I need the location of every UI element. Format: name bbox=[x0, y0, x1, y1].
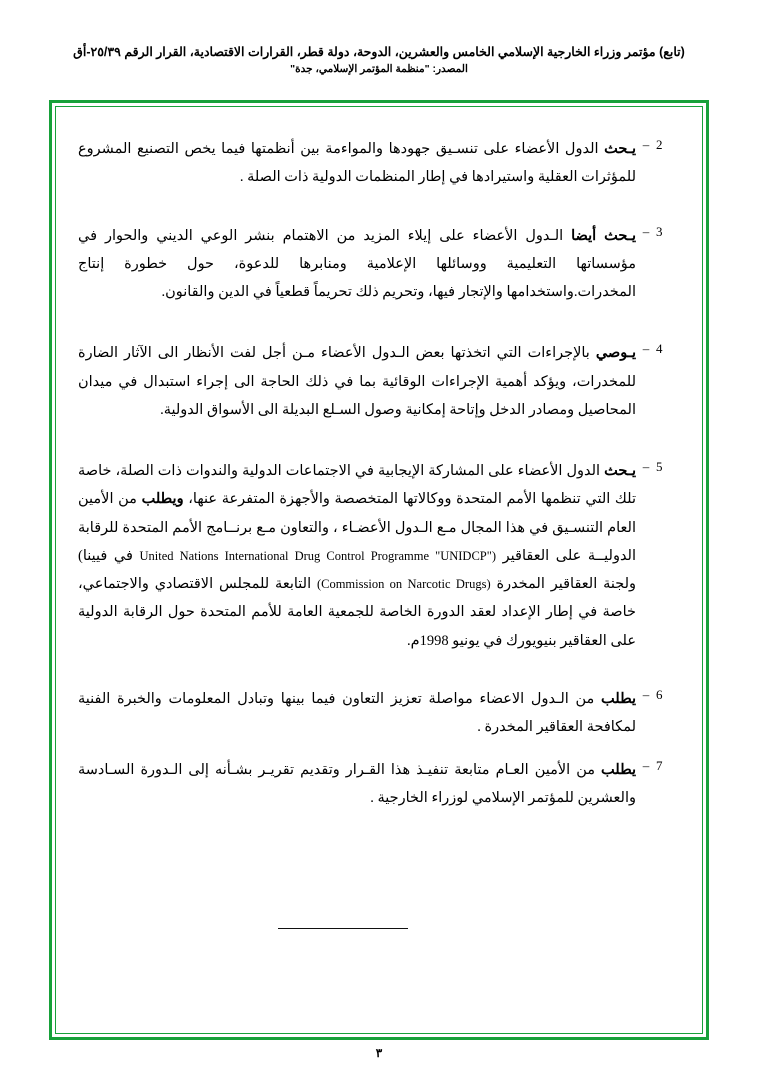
paragraph-dash: – bbox=[642, 223, 650, 239]
paragraph-body: الدول الأعضاء على تنسـيق جهودها والمواءمة بين أنظمتها فيما يخص التصنيع المشروع للمؤثرات العقلية واستيرادها في إطار المنظمات الدولية ذات الصلة . bbox=[78, 141, 636, 186]
paragraph-text bbox=[78, 756, 636, 813]
paragraph-body bbox=[78, 463, 636, 649]
page-header bbox=[0, 44, 758, 75]
paragraph-segment: التابعة للمجلس الاقتصادي والاجتماعي، خاصة في إطار الإعداد لعقد الدورة الخاصة للجمعية العامة للأمم المتحدة حول الرقابة الدولية على العقاقير بنيويورك في يونيو 1998م. bbox=[78, 576, 636, 649]
paragraph-lead: يـحث أيضا bbox=[571, 227, 636, 244]
latin-term: (Commission on Narcotic Drugs) bbox=[316, 577, 491, 592]
paragraph-lead: يـحث bbox=[604, 463, 636, 480]
paragraph-number: 6 bbox=[656, 686, 663, 702]
paragraph-dash: – bbox=[642, 686, 650, 702]
paragraph-item bbox=[78, 222, 678, 307]
horizontal-rule bbox=[278, 928, 408, 929]
paragraph-number: 2 bbox=[656, 137, 663, 152]
latin-term: United Nations International Drug Control Programme "UNIDCP") bbox=[139, 548, 497, 563]
paragraph-lead: يـحث bbox=[604, 141, 636, 157]
paragraph-item bbox=[78, 457, 678, 655]
paragraph-lead: يطلب bbox=[601, 761, 636, 778]
paragraph-item bbox=[78, 756, 678, 813]
paragraph-dash: – bbox=[642, 137, 650, 152]
paragraph-body: الـدول الأعضاء على إيلاء المزيد من الاهتمام بنشر الوعي الديني والحوار في مؤسساتها التعليمية ووسائلها الإعلامية ومنابرها للدعوة، حول خطورة إنتاج المخدرات.واستخدامها والإتجار فيها، وتحريم ذلك تحريماً قطعياً في الدين والقانون. bbox=[78, 227, 636, 301]
paragraph-lead: يـوصي bbox=[595, 345, 636, 362]
paragraph-dash: – bbox=[642, 757, 650, 773]
paragraph-segment: في فيينا) ولجنة العقاقير المخدرة bbox=[78, 547, 636, 593]
paragraph-segment: من الأمين العام التنسـيق في هذا المجال مـع الـدول الأعضـاء ، والتعاون مـع برنــامج الأمم المتحدة للرقابة الدوليــة على العقاقير bbox=[78, 491, 637, 564]
paragraph-text bbox=[78, 222, 636, 307]
header-conference-line: (تابع) مؤتمر وزراء الخارجية الإسلامي الخامس والعشرين، الدوحة، دولة قطر، القرارات الاقتصادية، القرار الرقم ٢٥/٣٩-أق bbox=[73, 45, 685, 59]
paragraph-text bbox=[78, 457, 636, 655]
paragraph-number: 5 bbox=[656, 459, 663, 475]
paragraph-lead: يطلب bbox=[601, 690, 636, 707]
paragraph-body: من الأمين العـام متابعة تنفيـذ هذا القـرار وتقديم تقريـر بشـأنه إلى الـدورة السـادسة والعشرين للمؤتمر الإسلامي لوزراء الخارجية . bbox=[78, 761, 636, 806]
header-source-line: المصدر: "منظمة المؤتمر الإسلامي، جدة" bbox=[290, 63, 468, 75]
document-body bbox=[78, 135, 678, 812]
paragraph-text bbox=[78, 339, 636, 424]
paragraph-segment: الدول الأعضاء على المشاركة الإيجابية في الاجتماعات الدولية والندوات ذات الصلة، خاصة تلك التي تنظمها الأمم المتحدة ووكالاتها المتخصصة والأجهزة المتفرعة عنها، bbox=[78, 463, 636, 508]
page-number: ٣ bbox=[375, 1046, 383, 1060]
paragraph-body: بالإجراءات التي اتخذتها بعض الـدول الأعضاء مـن أجل لفت الأنظار الى الآثار الضارة للمخدرات، ويؤكد أهمية الإجراءات الوقائية بما في ذلك الحاجة الى إجراء استبدال في ميدان المحاصيل ومصادر الدخل وإتاحة إمكانية وصول السـلع البديلة الى الأسواق الدولية. bbox=[78, 345, 636, 418]
paragraph-item bbox=[78, 685, 678, 742]
paragraph-text bbox=[78, 135, 636, 192]
paragraph-item bbox=[78, 135, 678, 192]
paragraph-lead-secondary: ويطلب bbox=[141, 491, 184, 508]
paragraph-dash: – bbox=[642, 341, 650, 357]
paragraph-text bbox=[78, 685, 636, 742]
paragraph-number: 7 bbox=[656, 757, 663, 773]
paragraph-body: من الـدول الاعضاء مواصلة تعزيز التعاون فيما بينها وتبادل المعلومات والخبرة الفنية لمكافحة العقاقير المخدرة . bbox=[78, 690, 636, 736]
paragraph-dash: – bbox=[642, 459, 650, 475]
paragraph-number: 3 bbox=[656, 223, 663, 239]
paragraph-number: 4 bbox=[656, 341, 663, 357]
paragraph-item bbox=[78, 339, 678, 424]
